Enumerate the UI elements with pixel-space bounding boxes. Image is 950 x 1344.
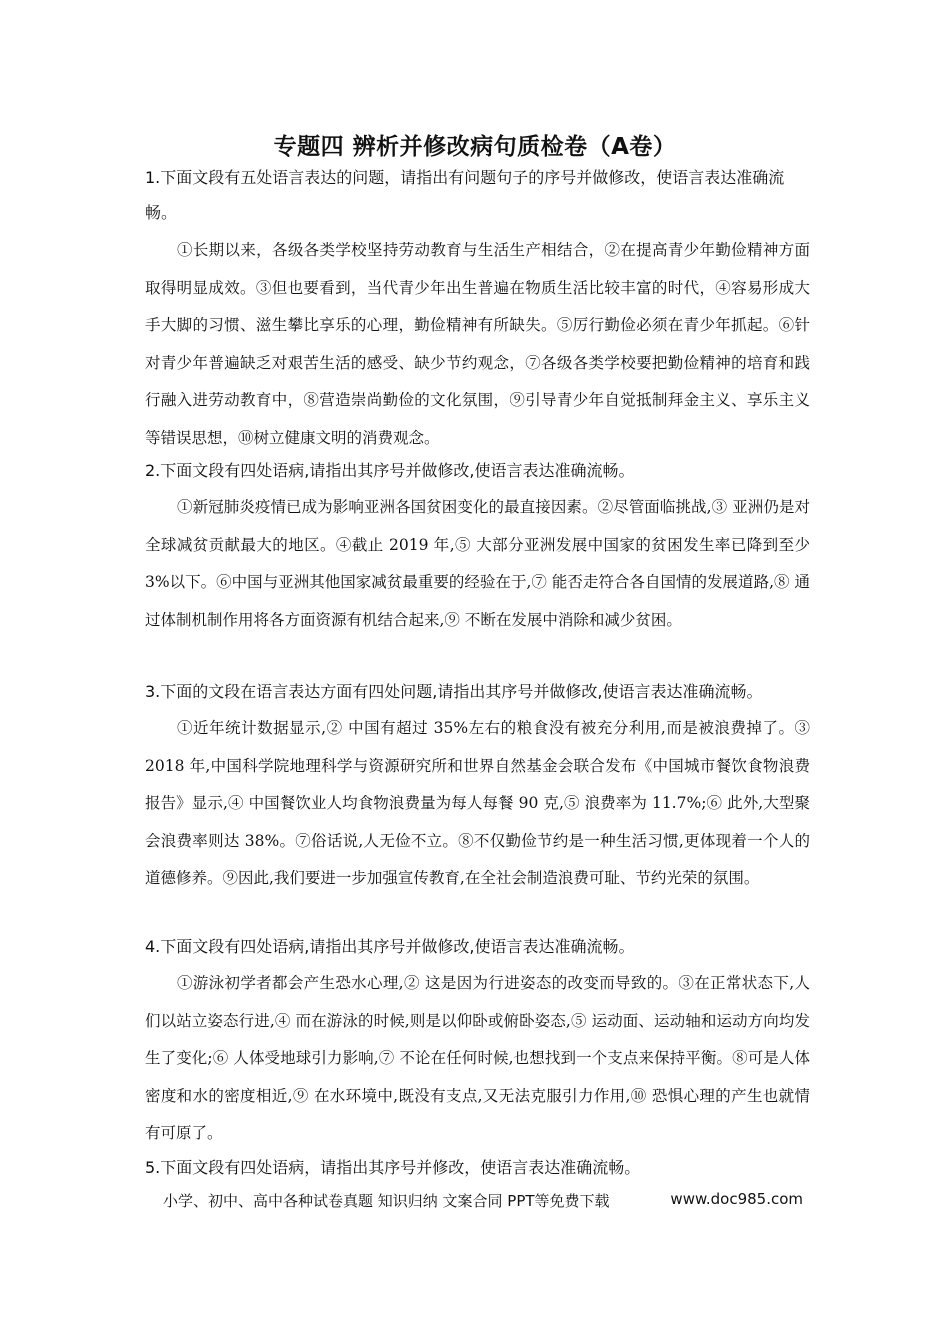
footer-text: 小学、初中、高中各种试卷真题 知识归纳 文案合同 PPT等免费下载 — [163, 1192, 610, 1210]
question-5-prompt: 5.下面文段有四处语病，请指出其序号并修改，使语言表达准确流畅。 — [145, 1158, 641, 1177]
question-2-prompt: 2.下面文段有四处语病,请指出其序号并做修改,使语言表达准确流畅。 — [145, 461, 635, 480]
question-1-passage: ①长期以来，各级各类学校坚持劳动教育与生活生产相结合，②在提高青少年勤俭精神方面取得明显成效。③但也要看到，当代青少年出生普遍在物质生活比较丰富的时代，④容易形成大手大脚的习惯、滋生攀比享乐的心理，勤俭精神有所缺失。⑤厉行勤俭必须在青少年抓起。⑥针对青少年普遍缺乏对艰苦生活的感受、缺少节约观念，⑦各级各类学校要把勤俭精神的培育和践行融入进劳动教育中，⑧营造崇尚勤俭的文化氛围，⑨引导青少年自觉抵制拜金主义、享乐主义等错误思想，⑩树立健康文明的消费观念。 — [145, 241, 810, 447]
footer-link[interactable]: www.doc985.com — [670, 1190, 803, 1208]
question-3-prompt: 3.下面的文段在语言表达方面有四处问题,请指出其序号并做修改,使语言表达准确流畅。 — [145, 682, 763, 701]
question-2-passage: ①新冠肺炎疫情已成为影响亚洲各国贫困变化的最直接因素。②尽管面临挑战,③ 亚洲仍是对全球减贫贡献最大的地区。④截止 2019 年,⑤ 大部分亚洲发展中国家的贫困发生率已降到至少 3%以下。⑥中国与亚洲其他国家减贫最重要的经验在于,⑦ 能否走符合各自国情的发展道路,⑧ 通过体制机制作用将各方面资源有机结合起来,⑨ 不断在发展中消除和减少贫困。 — [145, 498, 810, 629]
question-4-prompt: 4.下面文段有四处语病,请指出其序号并做修改,使语言表达准确流畅。 — [145, 937, 635, 956]
question-3-passage: ①近年统计数据显示,② 中国有超过 35%左右的粮食没有被充分利用,而是被浪费掉了。③ 2018 年,中国科学院地理科学与资源研究所和世界自然基金会联合发布《中国城市餐饮食物浪费报告》显示,④ 中国餐饮业人均食物浪费量为每人每餐 90 克,⑤ 浪费率为 11.7%;⑥ 此外,大型聚会浪费率则达 38%。⑦俗话说,人无俭不立。⑧不仅勤俭节约是一种生活习惯,更体现着一个人的道德修养。⑨因此,我们要进一步加强宣传教育,在全社会制造浪费可耻、节约光荣的氛围。 — [145, 719, 810, 887]
question-1-prompt: 1.下面文段有五处语言表达的问题，请指出有问题句子的序号并做修改，使语言表达准确流畅。 — [145, 168, 785, 222]
page-footer — [163, 1190, 803, 1211]
page-title: 专题四 辨析并修改病句质检卷（A卷） — [273, 134, 677, 160]
question-4-passage: ①游泳初学者都会产生恐水心理,② 这是因为行进姿态的改变而导致的。③在正常状态下,人们以站立姿态行进,④ 而在游泳的时候,则是以仰卧或俯卧姿态,⑤ 运动面、运动轴和运动方向均发生了变化;⑥ 人体受地球引力影响,⑦ 不论在任何时候,也想找到一个支点来保持平衡。⑧可是人体密度和水的密度相近,⑨ 在水环境中,既没有支点,又无法克服引力作用,⑩ 恐惧心理的产生也就情有可原了。 — [145, 974, 810, 1142]
